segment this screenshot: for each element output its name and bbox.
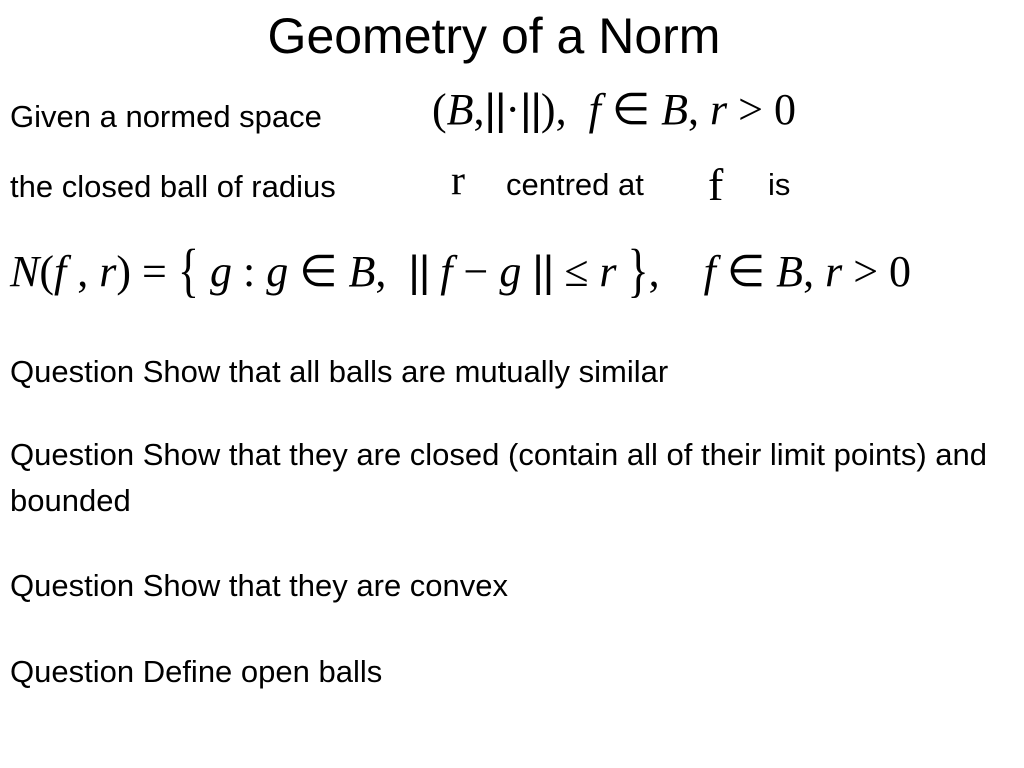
is-text: is [768,167,791,202]
normed-space-text: Given a normed space [10,99,322,134]
slide-title: Geometry of a Norm [267,8,721,64]
question-similar: Question Show that all balls are mutually similar [10,354,669,389]
ball-definition-formula [10,237,912,304]
closed-ball-text: the closed ball of radius [10,169,336,204]
normed-space-formula-rendered: (B,||·||), f ∈ B, r > 0 [432,85,796,134]
centre-symbol: f [708,159,724,210]
radius-symbol: r [451,158,465,204]
question-closed-bounded: Question Show that they are closed (contain all of their limit points) and bounded [10,437,988,518]
normed-space-formula [432,85,796,134]
question-open-balls: Question Define open balls [10,654,383,689]
ball-definition-rendered: N(f , r) = { g : g ∈ B, || f − g || ≤ r }, f ∈ B, r > 0 [10,237,912,304]
centred-at-text: centred at [506,167,644,202]
question-convex: Question Show that they are convex [10,568,509,603]
